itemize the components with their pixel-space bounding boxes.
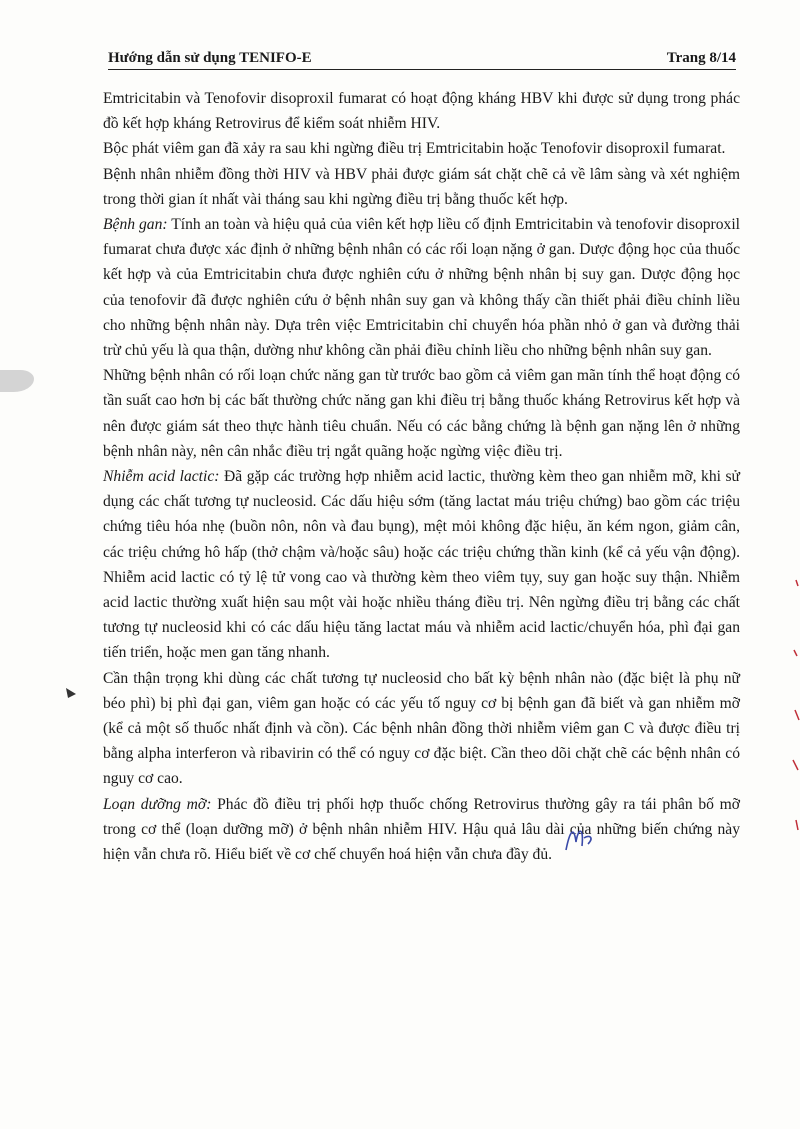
paragraph-coinfection-monitoring (103, 162, 740, 212)
paragraph-hbv-activity (103, 86, 740, 136)
paragraph-text: Emtricitabin và Tenofovir disoproxil fumarat có hoạt động kháng HBV khi được sử dụng trong phác đồ kết hợp kháng Retrovirus để kiểm soát nhiễm HIV. (103, 90, 740, 133)
document-body (103, 86, 740, 867)
paragraph-text: Phác đồ điều trị phối hợp thuốc chống Retrovirus thường gây ra tái phân bố mỡ trong cơ thể (loạn dưỡng mỡ) ở bệnh nhân nhiễm HIV. Hậu quả lâu dài của những biến chứng này hiện vẫn chưa rõ. Hiểu biết về cơ chế chuyển hoá hiện vẫn chưa đầy đủ. (103, 795, 740, 864)
paragraph-liver-disease (103, 212, 740, 363)
paragraph-text: Những bệnh nhân có rối loạn chức năng gan từ trước bao gồm cả viêm gan mãn tính thể hoạt động có tần suất cao hơn bị các bất thường chức năng gan khi điều trị bằng thuốc kháng Retrovirus kết hợp và nên được giám sát theo thực hành tiêu chuẩn. Nếu có các bằng chứng là bệnh gan nặng lên ở những bệnh nhân này, nên cân nhắc điều trị ngắt quãng hoặc ngừng việc điều trị. (103, 367, 740, 460)
paragraph-text: Tính an toàn và hiệu quả của viên kết hợp liều cố định Emtricitabin và tenofovir disoproxil fumarat chưa được xác định ở những bệnh nhân có các rối loạn nặng ở gan. Dược động học của thuốc kết hợp và của Emtricitabin chưa được nghiên cứu ở những bệnh nhân bị suy gan. Dược động học của tenofovir đã được nghiên cứu ở bệnh nhân suy gan và không thấy cần thiết phải điều chỉnh liều cho những bệnh nhân này. Dựa trên việc Emtricitabin chỉ chuyển hóa phần nhỏ ở gan và đường thải trừ chủ yếu là qua thận, dường như không cần phải điều chỉnh liều cho những bệnh nhân suy gan. (103, 216, 740, 360)
paragraph-lead: Loạn dưỡng mỡ: (103, 795, 212, 813)
pen-mark-icon (64, 686, 80, 702)
paragraph-text: Bộc phát viêm gan đã xảy ra sau khi ngừng điều trị Emtricitabin hoặc Tenofovir disoproxil fumarat. (103, 140, 726, 158)
page-header (108, 50, 736, 70)
document-title: Hướng dẫn sử dụng TENIFO-E (108, 50, 312, 66)
paragraph-nucleoside-caution (103, 666, 740, 792)
handwritten-initials-icon (560, 820, 600, 860)
paragraph-lead: Nhiễm acid lactic: (103, 468, 220, 486)
red-stamp-edge-icon (788, 560, 800, 860)
paragraph-text: Đã gặp các trường hợp nhiễm acid lactic, thường kèm theo gan nhiễm mỡ, khi sử dụng các chất tương tự nucleosid. Các dấu hiệu sớm (tăng lactat máu triệu chứng) bao gồm các triệu chứng tiêu hóa nhẹ (buồn nôn, nôn và đau bụng), mệt mỏi không đặc hiệu, ăn kém ngon, giảm cân, các triệu chứng hô hấp (thở chậm và/hoặc sâu) hoặc các triệu chứng thần kinh (kể cả yếu vận động). Nhiễm acid lactic có tỷ lệ tử vong cao và thường kèm theo viêm tụy, suy gan hoặc suy thận. Nhiễm acid lactic thường xuất hiện sau một vài hoặc nhiều tháng điều trị. Nên ngừng điều trị bằng các chất tương tự nucleosid khi có các dấu hiệu tăng lactat máu và nhiễm acid lactic/chuyển hóa, phì đại gan tiến triển, hoặc men gan tăng nhanh. (103, 468, 740, 662)
page-number: Trang 8/14 (666, 50, 736, 66)
paragraph-hepatitis-flare (103, 136, 740, 161)
paragraph-text: Bệnh nhân nhiễm đồng thời HIV và HBV phải được giám sát chặt chẽ cả về lâm sàng và xét nghiệm trong thời gian ít nhất vài tháng sau khi ngừng điều trị bằng thuốc kết hợp. (103, 165, 740, 208)
paragraph-text: Cần thận trọng khi dùng các chất tương tự nucleosid cho bất kỳ bệnh nhân nào (đặc biệt là phụ nữ béo phì) bị phì đại gan, viêm gan hoặc có các yếu tố nguy cơ bị bệnh gan đã biết và gan nhiễm mỡ (kể cả một số thuốc nhất định và cồn). Các bệnh nhân đồng thời nhiễm viêm gan C và được điều trị bằng alpha interferon và ribavirin có thể có nguy cơ đặc biệt. Cần theo dõi chặt chẽ các bệnh nhân có nguy cơ cao. (103, 669, 740, 788)
paragraph-lipodystrophy (103, 792, 740, 868)
scan-punch-mark (0, 370, 34, 392)
paragraph-lactic-acidosis (103, 464, 740, 666)
paragraph-liver-dysfunction (103, 363, 740, 464)
paragraph-lead: Bệnh gan: (103, 216, 168, 234)
